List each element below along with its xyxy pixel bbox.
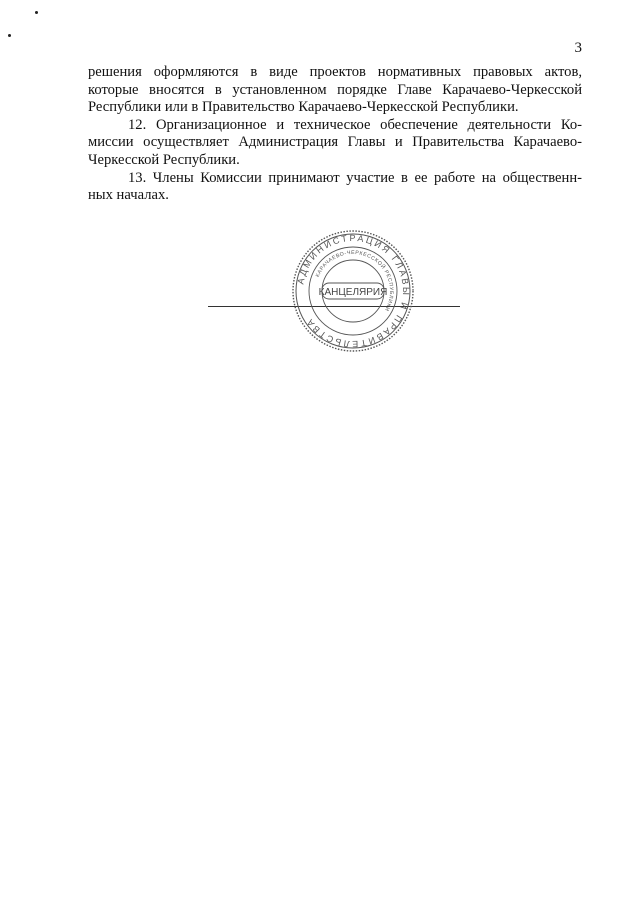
- body-text: [88, 64, 582, 205]
- text-line: 13. Члены Комиссии принимают участие в ее работе на общественн-: [128, 169, 582, 186]
- text-line: ных началах.: [88, 187, 169, 204]
- text-line: 12. Организационное и техническое обеспечение деятельности Ко-: [128, 116, 582, 133]
- stamp-inner-text: КАРАЧАЕВО-ЧЕРКЕССКОЙ РЕСПУБЛИКИ: [314, 249, 395, 313]
- scan-speck: [8, 34, 11, 37]
- stamp-seal-icon: [288, 226, 418, 356]
- text-line: Черкесской Республики.: [88, 151, 240, 168]
- stamp-outer-text: АДМИНИСТРАЦИЯ ГЛАВЫ И ПРАВИТЕЛЬСТВА: [295, 232, 412, 350]
- official-stamp: [208, 226, 468, 356]
- text-line: Республики или в Правительство Карачаево-Черкесской Республики.: [88, 99, 519, 116]
- text-line: решения оформляются в виде проектов нормативных правовых актов,: [88, 64, 582, 80]
- text-line: миссии осуществляет Администрация Главы и Правительства Карачаево-: [88, 134, 582, 151]
- scan-speck: [35, 11, 38, 14]
- page-number: 3: [574, 40, 582, 56]
- text-line: которые вносятся в установленном порядке Главе Карачаево-Черкесской: [88, 81, 582, 98]
- stamp-center-text: КАНЦЕЛЯРИЯ: [318, 287, 388, 298]
